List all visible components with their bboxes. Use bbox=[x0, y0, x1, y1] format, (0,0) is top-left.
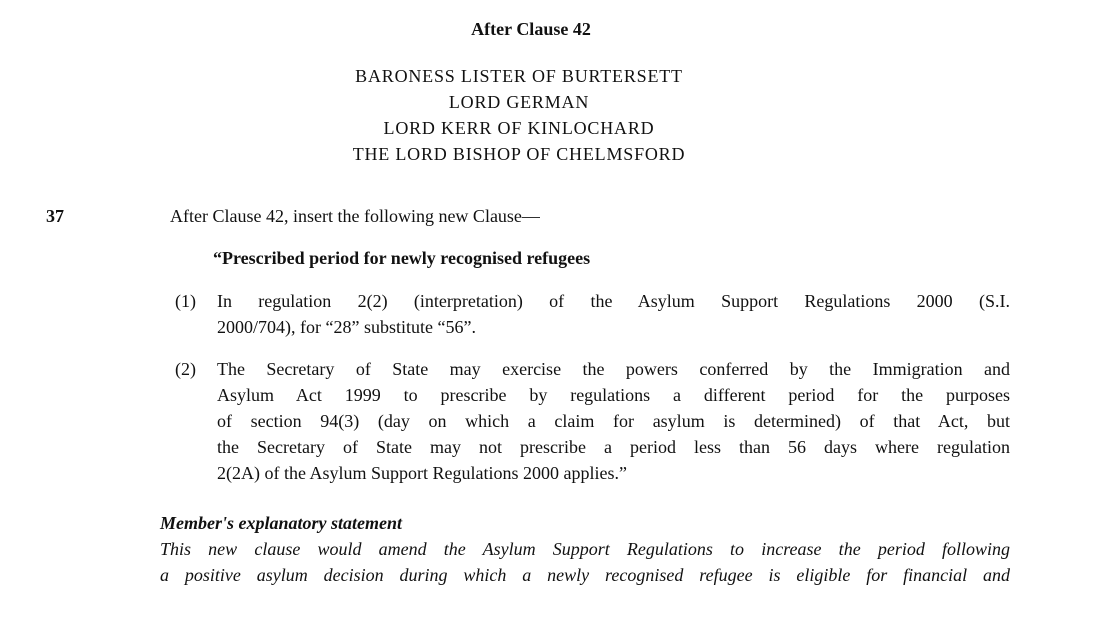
explanatory-statement-text bbox=[160, 536, 1010, 588]
sponsor-name: LORD GERMAN bbox=[448, 92, 590, 112]
sponsor-name: THE LORD BISHOP OF CHELMSFORD bbox=[352, 144, 686, 164]
text-line: In regulation 2(2) (interpretation) of the Asylum Support Regulations 2000 (S.I. bbox=[217, 291, 1010, 311]
subsection-text bbox=[217, 288, 1010, 340]
sponsor-name: BARONESS LISTER OF BURTERSETT bbox=[355, 66, 683, 86]
text-line: 2(2A) of the Asylum Support Regulations 2000 applies.” bbox=[217, 463, 627, 483]
text-line: of section 94(3) (day on which a claim for asylum is determined) of that Act, but bbox=[217, 411, 1010, 431]
text-line: a positive asylum decision during which a newly recognised refugee is eligible for financial and bbox=[160, 565, 1010, 585]
text-line: 2000/704), for “28” substitute “56”. bbox=[217, 317, 476, 337]
section-heading: After Clause 42 bbox=[471, 19, 591, 39]
subsection-marker: (2) bbox=[175, 359, 196, 379]
text-line: the Secretary of State may not prescribe a period less than 56 days where regulation bbox=[217, 437, 1010, 457]
subsection-marker: (1) bbox=[175, 291, 196, 311]
sponsor-list bbox=[0, 63, 1038, 167]
explanatory-statement-heading: Member's explanatory statement bbox=[160, 513, 402, 533]
subsection-text bbox=[217, 356, 1010, 486]
explanatory-statement bbox=[160, 510, 1010, 588]
amendment-number: 37 bbox=[46, 206, 64, 226]
text-line: Asylum Act 1999 to prescribe by regulations a different period for the purposes bbox=[217, 385, 1010, 405]
amendment-instruction: After Clause 42, insert the following new Clause— bbox=[170, 206, 540, 226]
clause-title: “Prescribed period for newly recognised refugees bbox=[213, 248, 591, 268]
text-line: The Secretary of State may exercise the powers conferred by the Immigration and bbox=[217, 359, 1010, 379]
text-line: This new clause would amend the Asylum Support Regulations to increase the period following bbox=[160, 539, 1010, 559]
sponsor-name: LORD KERR OF KINLOCHARD bbox=[383, 118, 655, 138]
